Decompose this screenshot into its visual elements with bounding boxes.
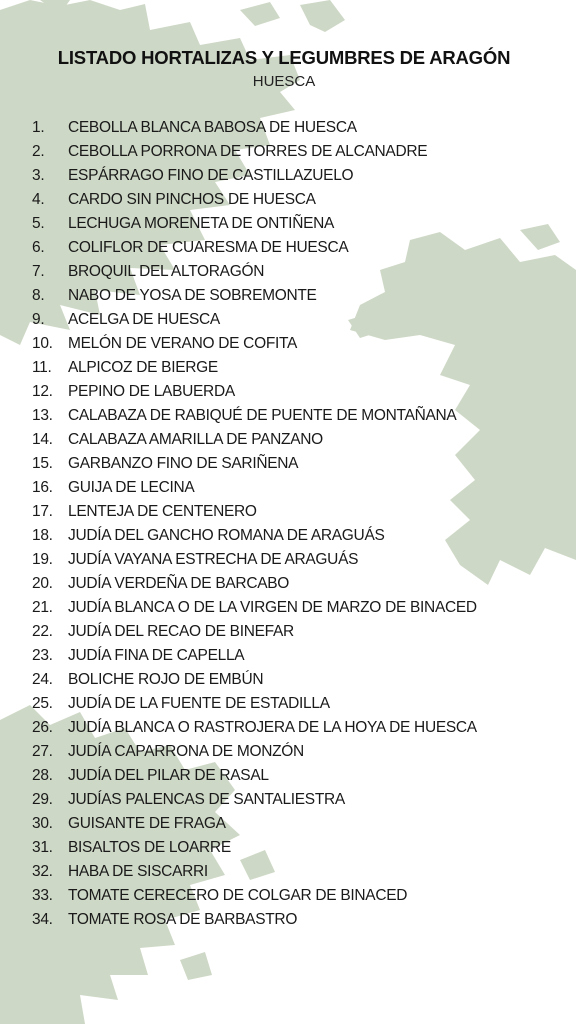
list-item-number: 14. [32, 431, 53, 448]
list-item-number: 19. [32, 551, 53, 568]
list-item-text: JUDÍA DEL PILAR DE RASAL [68, 767, 269, 784]
list-item [32, 694, 477, 718]
list-item [32, 646, 477, 670]
list-item-text: CALABAZA DE RABIQUÉ DE PUENTE DE MONTAÑANA [68, 407, 457, 424]
list-item [32, 214, 477, 238]
list-item-number: 21. [32, 599, 53, 616]
list-item-number: 18. [32, 527, 53, 544]
list-item-text: JUDÍA BLANCA O RASTROJERA DE LA HOYA DE HUESCA [68, 719, 477, 736]
list-item-number: 27. [32, 743, 53, 760]
list-item-text: GARBANZO FINO DE SARIÑENA [68, 455, 299, 472]
list-item-number: 4. [32, 191, 45, 208]
list-item [32, 790, 477, 814]
list-item-number: 1. [32, 119, 45, 136]
list-item [32, 526, 477, 550]
list-item [32, 742, 477, 766]
list-item [32, 670, 477, 694]
list-item-number: 29. [32, 791, 53, 808]
list-item-text: ESPÁRRAGO FINO DE CASTILLAZUELO [68, 167, 354, 184]
list-item-text: JUDÍAS PALENCAS DE SANTALIESTRA [68, 791, 345, 808]
list-item-number: 25. [32, 695, 53, 712]
list-item [32, 310, 477, 334]
list-item [32, 598, 477, 622]
list-item-text: JUDÍA BLANCA O DE LA VIRGEN DE MARZO DE BINACED [68, 599, 477, 616]
list-item [32, 910, 477, 934]
list-item-text: JUDÍA VERDEÑA DE BARCABO [68, 575, 290, 592]
list-item-number: 13. [32, 407, 53, 424]
list-item [32, 838, 477, 862]
list-item-number: 12. [32, 383, 53, 400]
list-item [32, 550, 477, 574]
list-item-text: CEBOLLA PORRONA DE TORRES DE ALCANADRE [68, 143, 428, 160]
list-item-number: 22. [32, 623, 53, 640]
list-item-number: 6. [32, 239, 45, 256]
list-item-number: 7. [32, 263, 45, 280]
list-item-text: BROQUIL DEL ALTORAGÓN [68, 263, 265, 280]
list-item-number: 34. [32, 911, 53, 928]
list-item-number: 15. [32, 455, 53, 472]
list-item-text: JUDÍA DEL GANCHO ROMANA DE ARAGUÁS [68, 527, 385, 544]
list-item-text: CEBOLLA BLANCA BABOSA DE HUESCA [68, 119, 357, 136]
list-item [32, 382, 477, 406]
list-item [32, 238, 477, 262]
list-item-number: 28. [32, 767, 53, 784]
list-item-text: JUDÍA DE LA FUENTE DE ESTADILLA [68, 695, 330, 712]
list-item [32, 142, 477, 166]
list-item-number: 30. [32, 815, 53, 832]
list-item [32, 262, 477, 286]
list-item-number: 33. [32, 887, 53, 904]
list-item-text: JUDÍA VAYANA ESTRECHA DE ARAGUÁS [68, 551, 359, 568]
list-item-text: ALPICOZ DE BIERGE [68, 359, 218, 376]
list-item-text: LECHUGA MORENETA DE ONTIÑENA [68, 215, 335, 232]
list-item [32, 286, 477, 310]
list-item [32, 358, 477, 382]
list-item [32, 766, 477, 790]
list-item-text: ACELGA DE HUESCA [68, 311, 220, 328]
list-item-text: TOMATE ROSA DE BARBASTRO [68, 911, 298, 928]
list-item [32, 574, 477, 598]
list-item-number: 3. [32, 167, 45, 184]
list-item-text: LENTEJA DE CENTENERO [68, 503, 257, 520]
page-title: LISTADO HORTALIZAS Y LEGUMBRES DE ARAGÓN [57, 47, 511, 68]
page-subtitle: HUESCA [252, 73, 316, 90]
list-item-number: 32. [32, 863, 53, 880]
list-item [32, 718, 477, 742]
list-item [32, 862, 477, 886]
list-item-text: JUDÍA DEL RECAO DE BINEFAR [68, 623, 294, 640]
list-item [32, 454, 477, 478]
list-item-text: TOMATE CERECERO DE COLGAR DE BINACED [68, 887, 408, 904]
list-item-number: 16. [32, 479, 53, 496]
list-item [32, 190, 477, 214]
list-item [32, 406, 477, 430]
list-item-text: CALABAZA AMARILLA DE PANZANO [68, 431, 323, 448]
list-item [32, 478, 477, 502]
list-item [32, 430, 477, 454]
vegetable-list [32, 118, 477, 934]
list-item [32, 814, 477, 838]
list-item-text: NABO DE YOSA DE SOBREMONTE [68, 287, 317, 304]
list-item-number: 17. [32, 503, 53, 520]
list-item-text: HABA DE SISCARRI [68, 863, 208, 880]
list-item-text: JUDÍA CAPARRONA DE MONZÓN [68, 743, 304, 760]
list-item-number: 31. [32, 839, 53, 856]
list-item-number: 11. [32, 359, 52, 376]
list-item [32, 622, 477, 646]
list-item-text: BOLICHE ROJO DE EMBÚN [68, 671, 264, 688]
list-item-text: CARDO SIN PINCHOS DE HUESCA [68, 191, 316, 208]
list-item-number: 2. [32, 143, 45, 160]
list-item [32, 502, 477, 526]
list-item-number: 9. [32, 311, 45, 328]
list-item-text: JUDÍA FINA DE CAPELLA [68, 647, 245, 664]
list-item-text: BISALTOS DE LOARRE [68, 839, 231, 856]
list-item-text: GUIJA DE LECINA [68, 479, 195, 496]
list-item-number: 8. [32, 287, 45, 304]
list-item-text: GUISANTE DE FRAGA [68, 815, 226, 832]
list-item-text: COLIFLOR DE CUARESMA DE HUESCA [68, 239, 349, 256]
list-item [32, 118, 477, 142]
list-item-number: 24. [32, 671, 53, 688]
list-item-text: PEPINO DE LABUERDA [68, 383, 235, 400]
list-item-number: 26. [32, 719, 53, 736]
list-item [32, 886, 477, 910]
list-item-text: MELÓN DE VERANO DE COFITA [68, 335, 298, 352]
list-item [32, 334, 477, 358]
list-item-number: 10. [32, 335, 53, 352]
list-item-number: 23. [32, 647, 53, 664]
list-item-number: 5. [32, 215, 45, 232]
list-item-number: 20. [32, 575, 53, 592]
list-item [32, 166, 477, 190]
